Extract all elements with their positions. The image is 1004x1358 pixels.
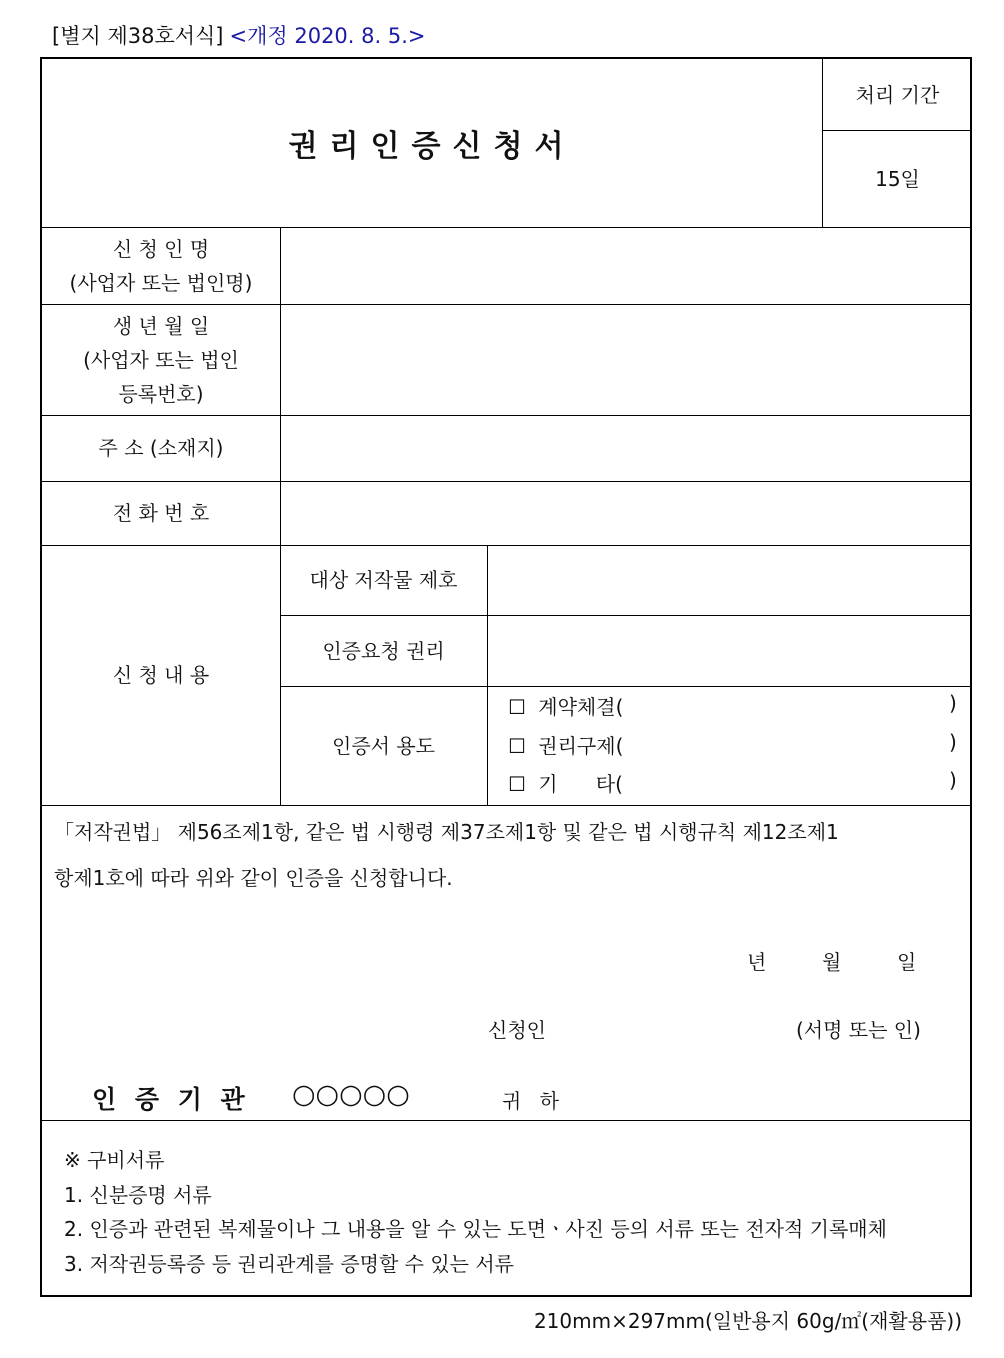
- date-day: 일: [897, 950, 917, 974]
- attachment-item: 1. 신분증명 서류: [64, 1183, 212, 1207]
- option-contract-close: ): [949, 691, 957, 715]
- requested-right-label: 인증요청 권리: [322, 638, 445, 663]
- option-contract[interactable]: [508, 691, 623, 720]
- option-remedy[interactable]: [508, 730, 623, 759]
- contract-label: 계약체결(: [538, 695, 624, 719]
- applicant-name-label: 신 청 인 명 (사업자 또는 법인명): [69, 236, 253, 295]
- applicant-signature-label: 신청인: [488, 1018, 546, 1042]
- attachment-item: 2. 인증과 관련된 복제물이나 그 내용을 알 수 있는 도면ㆍ사진 등의 서류 또는 전자적 기록매체: [64, 1217, 887, 1241]
- contract-checkbox[interactable]: ☐: [508, 695, 526, 719]
- processing-period-value: 15일: [875, 167, 920, 191]
- certification-agency-label: 인 증 기 관: [92, 1085, 250, 1114]
- signature-note: (서명 또는 인): [796, 1018, 921, 1042]
- option-other-close: ): [949, 768, 957, 792]
- revision-note: <개정 2020. 8. 5.>: [229, 24, 426, 48]
- attachment-item: 3. 저작권등록증 등 권리관계를 증명할 수 있는 서류: [64, 1252, 514, 1276]
- paper-spec-footer: 210mm×297mm(일반용지 60g/㎡(재활용품)): [533, 1309, 962, 1333]
- date-month: 월: [822, 950, 842, 974]
- statement-line-1: 「저작권법」 제56조제1항, 같은 법 시행령 제37조제1항 및 같은 법 시행규칙 제12조제1: [54, 820, 839, 844]
- attachments-title: ※ 구비서류: [64, 1148, 165, 1172]
- birth-date-field[interactable]: [281, 305, 972, 415]
- phone-field[interactable]: [281, 482, 972, 545]
- work-title-label: 대상 저작물 제호: [309, 568, 458, 592]
- other-label: 기 타(: [538, 772, 623, 796]
- requested-right-field[interactable]: [488, 616, 972, 686]
- work-title-field[interactable]: [488, 546, 972, 615]
- agency-name-placeholder: ○○○○○: [292, 1079, 410, 1110]
- form-header: [52, 20, 425, 50]
- remedy-label: 권리구제(: [538, 734, 624, 758]
- form-number: [별지 제38호서식]: [52, 24, 224, 48]
- application-form: [40, 57, 972, 1297]
- birth-date-label: 생 년 월 일 (사업자 또는 법인 등록번호): [83, 313, 239, 406]
- remedy-checkbox[interactable]: ☐: [508, 734, 526, 758]
- statement-line-2: 항제1호에 따라 위와 같이 인증을 신청합니다.: [54, 866, 453, 890]
- applicant-name-field[interactable]: [281, 228, 972, 304]
- date-year: 년: [747, 950, 767, 974]
- phone-label: 전 화 번 호: [112, 501, 210, 525]
- option-other[interactable]: [508, 768, 623, 797]
- recipient-suffix: 귀 하: [502, 1089, 565, 1113]
- processing-period-label: 처리 기간: [855, 82, 940, 107]
- form-title: 권리인증신청서: [288, 129, 576, 164]
- option-remedy-close: ): [949, 730, 957, 754]
- address-label: 주 소 (소재지): [98, 436, 224, 460]
- certificate-purpose-label: 인증서 용도: [332, 733, 435, 758]
- other-checkbox[interactable]: ☐: [508, 772, 526, 796]
- request-content-label: 신 청 내 용: [112, 663, 210, 687]
- address-field[interactable]: [281, 416, 972, 481]
